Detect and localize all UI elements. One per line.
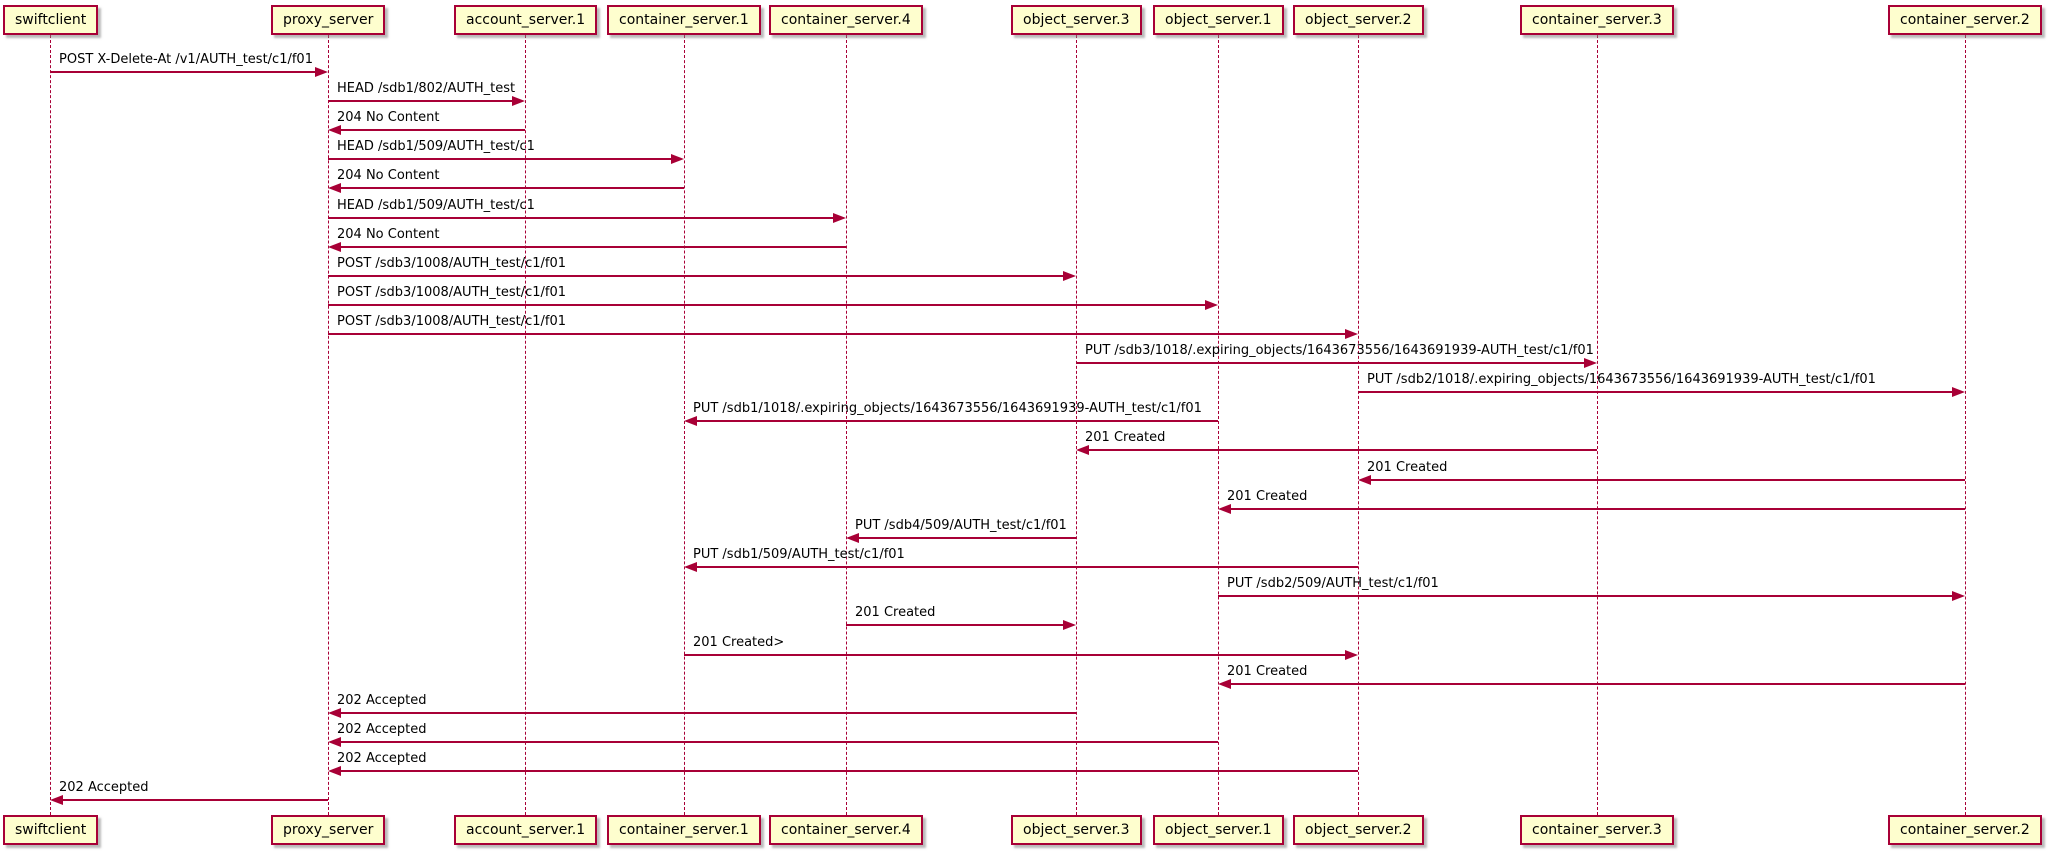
message-arrowhead-icon xyxy=(833,213,846,223)
participant-box-bottom: swiftclient xyxy=(3,815,98,845)
message-label: 204 No Content xyxy=(337,110,440,125)
message-arrow-line xyxy=(332,770,1358,772)
message-arrow-line xyxy=(54,799,328,801)
message-arrow-line xyxy=(1358,391,1961,393)
message-label: POST X-Delete-At /v1/AUTH_test/c1/f01 xyxy=(59,52,313,67)
message-arrow-line xyxy=(328,158,680,160)
participant-box-top: object_server.1 xyxy=(1153,5,1284,35)
message-label: HEAD /sdb1/509/AUTH_test/c1 xyxy=(337,198,535,213)
lifeline xyxy=(1965,35,1966,815)
message-arrow-line xyxy=(688,420,1218,422)
message-arrowhead-icon xyxy=(1584,358,1597,368)
lifeline xyxy=(1076,35,1077,815)
participant-box-top: object_server.2 xyxy=(1293,5,1424,35)
lifeline xyxy=(1597,35,1598,815)
message-label: PUT /sdb4/509/AUTH_test/c1/f01 xyxy=(855,518,1067,533)
message-arrow-line xyxy=(332,741,1218,743)
participant-box-top: proxy_server xyxy=(271,5,385,35)
message-label: PUT /sdb2/509/AUTH_test/c1/f01 xyxy=(1227,576,1439,591)
message-label: PUT /sdb1/509/AUTH_test/c1/f01 xyxy=(693,547,905,562)
message-arrow-line xyxy=(684,654,1354,656)
message-arrow-line xyxy=(328,100,521,102)
message-label: 201 Created xyxy=(1227,489,1308,504)
message-label: PUT /sdb3/1018/.expiring_objects/1643673556/1643691939-AUTH_test/c1/f01 xyxy=(1085,343,1594,358)
participant-box-top: container_server.3 xyxy=(1520,5,1674,35)
message-arrowhead-icon xyxy=(512,96,525,106)
participant-box-top: account_server.1 xyxy=(454,5,597,35)
message-arrow-line xyxy=(328,275,1072,277)
participant-box-bottom: object_server.3 xyxy=(1011,815,1142,845)
message-arrowhead-icon xyxy=(1952,387,1965,397)
message-arrow-line xyxy=(332,246,846,248)
participant-box-bottom: container_server.1 xyxy=(607,815,761,845)
message-arrow-line xyxy=(332,712,1076,714)
lifeline xyxy=(1358,35,1359,815)
lifeline xyxy=(1218,35,1219,815)
message-arrowhead-icon xyxy=(846,533,859,543)
message-arrow-line xyxy=(50,71,324,73)
message-arrowhead-icon xyxy=(328,125,341,135)
message-arrowhead-icon xyxy=(1345,650,1358,660)
message-arrow-line xyxy=(1222,508,1965,510)
message-label: HEAD /sdb1/509/AUTH_test/c1 xyxy=(337,139,535,154)
message-label: 201 Created> xyxy=(693,635,785,650)
message-arrowhead-icon xyxy=(1345,329,1358,339)
message-label: 202 Accepted xyxy=(337,751,427,766)
message-arrowhead-icon xyxy=(1952,591,1965,601)
message-arrowhead-icon xyxy=(1218,504,1231,514)
lifeline xyxy=(50,35,51,815)
message-label: 201 Created xyxy=(1367,460,1448,475)
message-label: HEAD /sdb1/802/AUTH_test xyxy=(337,81,516,96)
message-arrowhead-icon xyxy=(1076,445,1089,455)
message-arrow-line xyxy=(1222,683,1965,685)
message-label: 204 No Content xyxy=(337,227,440,242)
participant-box-bottom: account_server.1 xyxy=(454,815,597,845)
participant-box-top: container_server.4 xyxy=(769,5,923,35)
message-arrowhead-icon xyxy=(1205,300,1218,310)
message-arrow-line xyxy=(1218,595,1961,597)
message-arrow-line xyxy=(1076,362,1593,364)
message-label: 202 Accepted xyxy=(337,693,427,708)
participant-box-bottom: proxy_server xyxy=(271,815,385,845)
message-label: 201 Created xyxy=(1227,664,1308,679)
message-arrowhead-icon xyxy=(1358,475,1371,485)
message-arrowhead-icon xyxy=(328,708,341,718)
participant-box-bottom: object_server.1 xyxy=(1153,815,1284,845)
message-arrowhead-icon xyxy=(50,795,63,805)
message-label: 201 Created xyxy=(1085,430,1166,445)
message-arrowhead-icon xyxy=(328,737,341,747)
message-label: 202 Accepted xyxy=(59,780,149,795)
message-arrowhead-icon xyxy=(671,154,684,164)
message-arrowhead-icon xyxy=(1063,620,1076,630)
message-label: 202 Accepted xyxy=(337,722,427,737)
message-label: PUT /sdb2/1018/.expiring_objects/1643673556/1643691939-AUTH_test/c1/f01 xyxy=(1367,372,1876,387)
participant-box-top: swiftclient xyxy=(3,5,98,35)
message-arrow-line xyxy=(846,624,1072,626)
message-arrow-line xyxy=(328,333,1354,335)
message-arrowhead-icon xyxy=(328,242,341,252)
participant-box-top: object_server.3 xyxy=(1011,5,1142,35)
message-arrowhead-icon xyxy=(684,562,697,572)
message-arrowhead-icon xyxy=(315,67,328,77)
message-label: 204 No Content xyxy=(337,168,440,183)
participant-box-top: container_server.2 xyxy=(1888,5,2042,35)
message-arrow-line xyxy=(1362,479,1965,481)
message-arrow-line xyxy=(850,537,1076,539)
message-arrow-line xyxy=(328,217,842,219)
message-arrowhead-icon xyxy=(684,416,697,426)
message-arrowhead-icon xyxy=(1063,271,1076,281)
participant-box-top: container_server.1 xyxy=(607,5,761,35)
message-arrowhead-icon xyxy=(1218,679,1231,689)
message-label: POST /sdb3/1008/AUTH_test/c1/f01 xyxy=(337,256,567,271)
message-label: 201 Created xyxy=(855,605,936,620)
message-label: PUT /sdb1/1018/.expiring_objects/1643673556/1643691939-AUTH_test/c1/f01 xyxy=(693,401,1202,416)
message-arrow-line xyxy=(332,187,684,189)
message-arrow-line xyxy=(688,566,1358,568)
participant-box-bottom: container_server.4 xyxy=(769,815,923,845)
message-arrow-line xyxy=(328,304,1214,306)
participant-box-bottom: container_server.3 xyxy=(1520,815,1674,845)
message-arrowhead-icon xyxy=(328,183,341,193)
participant-box-bottom: container_server.2 xyxy=(1888,815,2042,845)
message-arrow-line xyxy=(332,129,525,131)
lifeline xyxy=(846,35,847,815)
message-label: POST /sdb3/1008/AUTH_test/c1/f01 xyxy=(337,285,567,300)
message-arrowhead-icon xyxy=(328,766,341,776)
message-label: POST /sdb3/1008/AUTH_test/c1/f01 xyxy=(337,314,567,329)
lifeline xyxy=(328,35,329,815)
participant-box-bottom: object_server.2 xyxy=(1293,815,1424,845)
message-arrow-line xyxy=(1080,449,1597,451)
